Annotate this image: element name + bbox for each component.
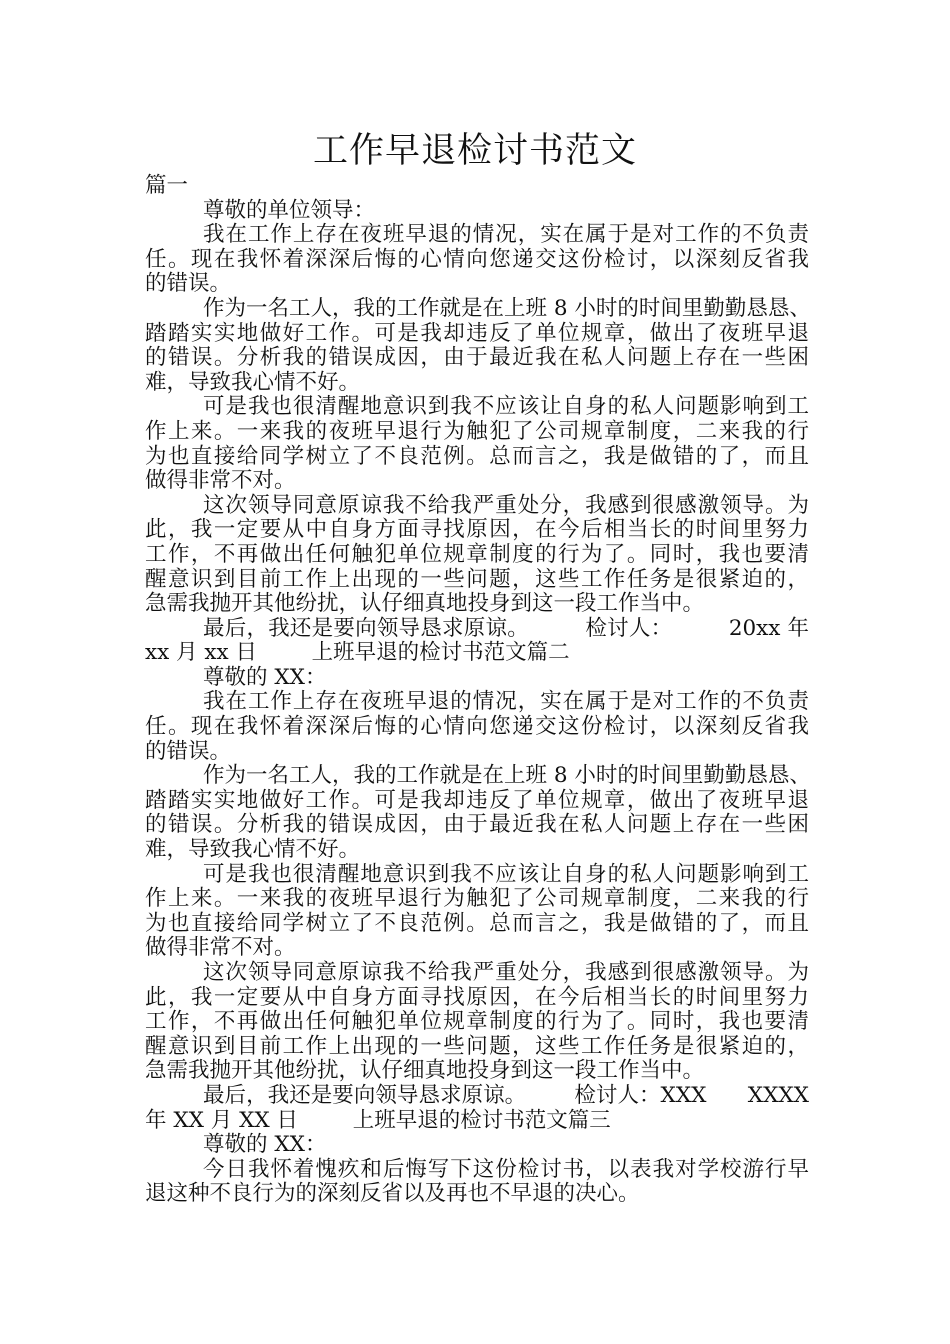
paragraph-line: 工作，不再做出任何触犯单位规章制度的行为了。同时，我也要清	[145, 541, 809, 567]
paragraph-line: 最后，我还是要向领导恳求原谅。 检讨人： 20xx 年	[203, 615, 809, 641]
paragraph-line: 此，我一定要从中自身方面寻找原因，在今后相当长的时间里努力	[145, 517, 809, 543]
paragraph-line: 此，我一定要从中自身方面寻找原因，在今后相当长的时间里努力	[145, 984, 809, 1010]
paragraph-line: 急需我抛开其他纷扰，认仔细真地投身到这一段工作当中。	[145, 1058, 705, 1084]
paragraph-line: 难，导致我心情不好。	[145, 369, 361, 395]
paragraph-line: 退这种不良行为的深刻反省以及再也不早退的决心。	[145, 1181, 640, 1207]
paragraph-line: 为也直接给同学树立了不良范例。总而言之，我是做错的了，而且	[145, 443, 809, 469]
paragraph-line: 的错误。	[145, 738, 232, 764]
paragraph-line: 做得非常不对。	[145, 935, 296, 961]
paragraph-line: 工作，不再做出任何触犯单位规章制度的行为了。同时，我也要清	[145, 1009, 809, 1035]
paragraph-line: 尊敬的 XX：	[203, 1132, 327, 1158]
paragraph-line: 今日我怀着愧疚和后悔写下这份检讨书，以表我对学校游行早	[203, 1156, 809, 1182]
paragraph-line: 我在工作上存在夜班早退的情况，实在属于是对工作的不负责	[203, 689, 809, 715]
paragraph-line: 急需我抛开其他纷扰，认仔细真地投身到这一段工作当中。	[145, 591, 705, 617]
paragraph-line: 尊敬的单位领导：	[203, 197, 376, 223]
paragraph-line: 为也直接给同学树立了不良范例。总而言之，我是做错的了，而且	[145, 910, 809, 936]
document-body	[145, 174, 809, 1207]
paragraph-line: 最后，我还是要向领导恳求原谅。 检讨人：XXX XXXX	[203, 1082, 809, 1108]
paragraph-line: 踏踏实实地做好工作。可是我却违反了单位规章，做出了夜班早退	[145, 787, 809, 813]
paragraph-line: 可是我也很清醒地意识到我不应该让自身的私人问题影响到工	[203, 394, 809, 420]
paragraph-line: 尊敬的 XX：	[203, 664, 327, 690]
paragraph-line: 这次领导同意原谅我不给我严重处分，我感到很感激领导。为	[203, 960, 809, 985]
paragraph-line: 可是我也很清醒地意识到我不应该让自身的私人问题影响到工	[203, 861, 809, 887]
document-title: 工作早退检讨书范文	[312, 131, 637, 171]
paragraph-line: 的错误。分析我的错误成因，由于最近我在私人问题上存在一些困	[145, 812, 809, 838]
paragraph-line: 做得非常不对。	[145, 468, 296, 494]
paragraph-line: 篇一	[145, 173, 189, 198]
paragraph-line: 醒意识到目前工作上出现的一些问题，这些工作任务是很紧迫的，	[145, 1033, 809, 1059]
paragraph-line: 作上来。一来我的夜班早退行为触犯了公司规章制度，二来我的行	[145, 886, 809, 912]
paragraph-line: 作上来。一来我的夜班早退行为触犯了公司规章制度，二来我的行	[145, 418, 809, 444]
paragraph-line: 踏踏实实地做好工作。可是我却违反了单位规章，做出了夜班早退	[145, 320, 809, 346]
paragraph-line: 醒意识到目前工作上出现的一些问题，这些工作任务是很紧迫的，	[145, 566, 809, 592]
paragraph-line: 年 XX 月 XX 日 上班早退的检讨书范文篇三	[145, 1107, 611, 1133]
paragraph-line: 的错误。	[145, 271, 232, 297]
paragraph-line: 的错误。分析我的错误成因，由于最近我在私人问题上存在一些困	[145, 345, 809, 371]
paragraph-line: 任。现在我怀着深深后悔的心情向您递交这份检讨，以深刻反省我	[145, 714, 809, 740]
paragraph-line: 任。现在我怀着深深后悔的心情向您递交这份检讨，以深刻反省我	[145, 246, 809, 272]
paragraph-line: 作为一名工人，我的工作就是在上班 8 小时的时间里勤勤恳恳、	[203, 763, 811, 789]
paragraph-line: 作为一名工人，我的工作就是在上班 8 小时的时间里勤勤恳恳、	[203, 295, 811, 321]
paragraph-line: xx 月 xx 日 上班早退的检讨书范文篇二	[145, 640, 570, 666]
paragraph-line: 难，导致我心情不好。	[145, 837, 361, 863]
paragraph-line: 这次领导同意原谅我不给我严重处分，我感到很感激领导。为	[203, 492, 809, 518]
paragraph-line: 我在工作上存在夜班早退的情况，实在属于是对工作的不负责	[203, 222, 809, 248]
